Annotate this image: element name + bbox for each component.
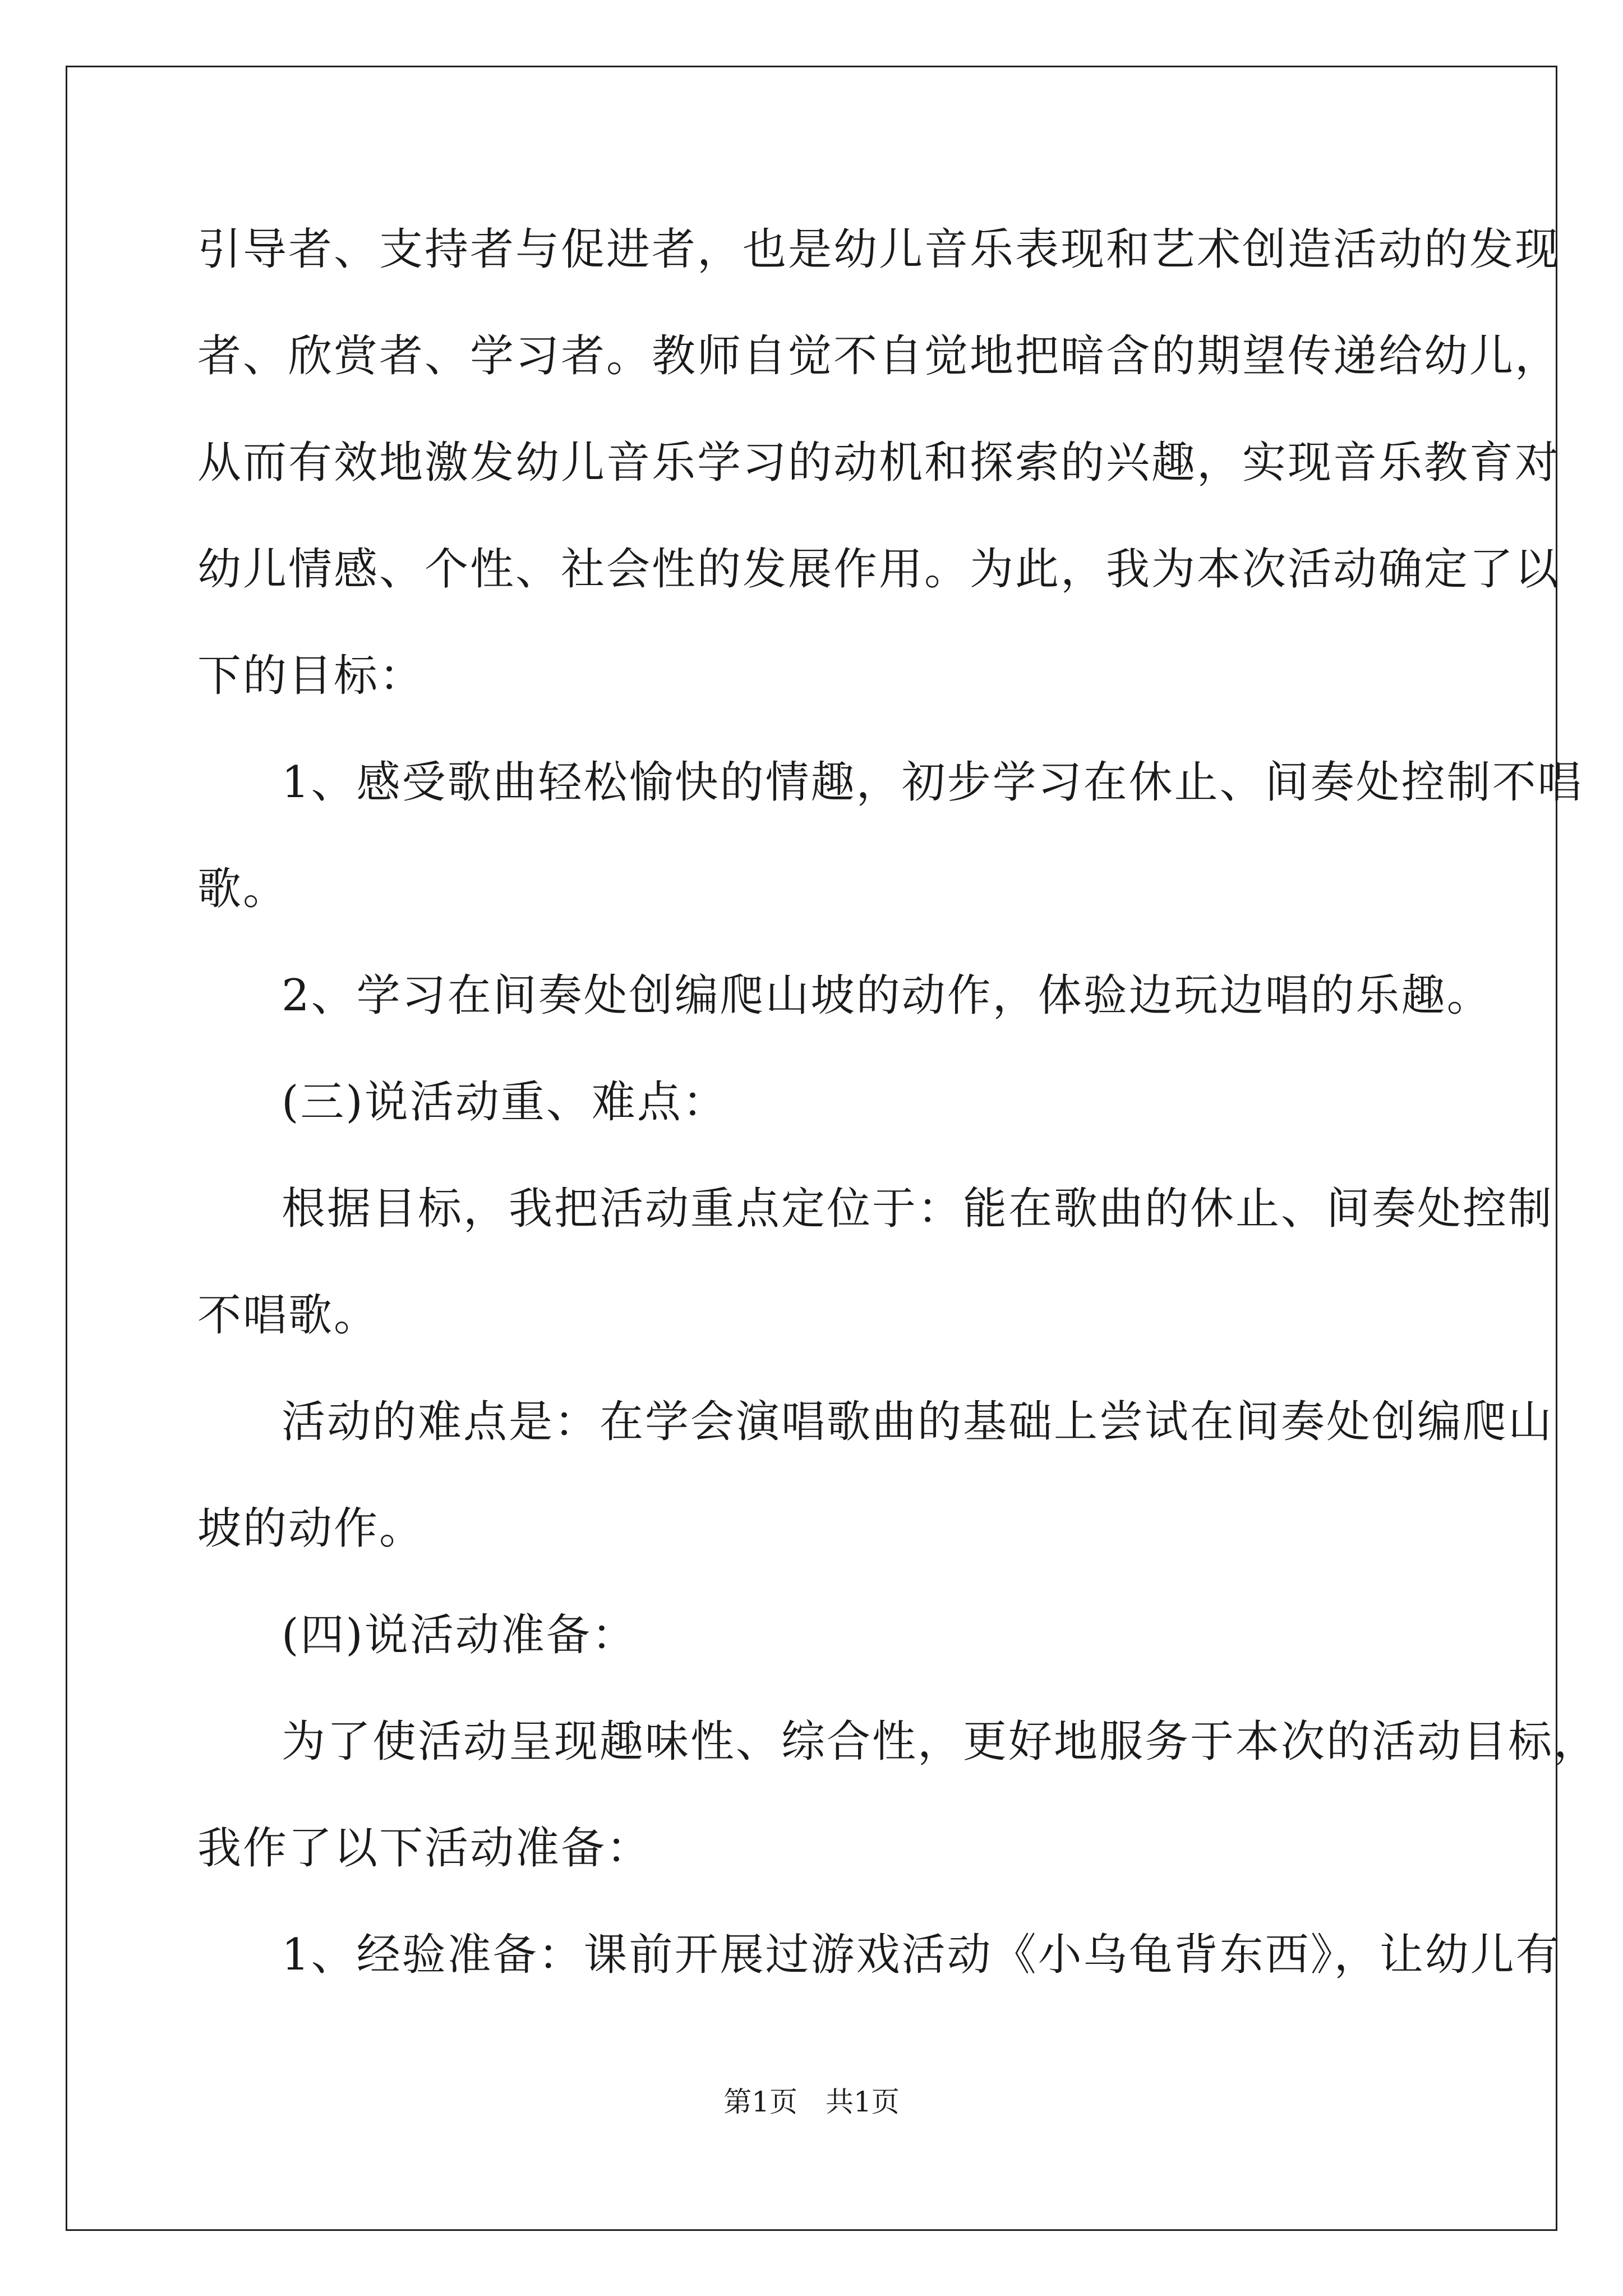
text-line: 下的目标： bbox=[197, 651, 425, 701]
page-total: 共1页 bbox=[826, 2086, 900, 2118]
page-footer bbox=[0, 2085, 1623, 2119]
goal-item-2: 2、学习在间奏处创编爬山坡的动作，体验边玩边唱的乐趣。 bbox=[282, 970, 1492, 1021]
goal-item-1: 1、感受歌曲轻松愉快的情趣，初步学习在休止、间奏处控制不唱 bbox=[282, 757, 1583, 808]
paragraph-start: 活动的难点是：在学会演唱歌曲的基础上尝试在间奏处创编爬山 bbox=[282, 1397, 1554, 1447]
text-line: 不唱歌。 bbox=[197, 1290, 380, 1341]
text-line: 从而有效地激发幼儿音乐学习的动机和探索的兴趣，实现音乐教育对 bbox=[197, 438, 1561, 488]
text-line: 引导者、支持者与促进者，也是幼儿音乐表现和艺术创造活动的发现 bbox=[197, 224, 1561, 275]
text-line: 坡的动作。 bbox=[197, 1503, 425, 1554]
paragraph-start: 为了使活动呈现趣味性、综合性，更好地服务于本次的活动目标， bbox=[282, 1717, 1599, 1767]
page-number: 第1页 bbox=[723, 2086, 797, 2118]
text-line: 幼儿情感、个性、社会性的发展作用。为此，我为本次活动确定了以 bbox=[197, 544, 1561, 595]
text-line: 者、欣赏者、学习者。教师自觉不自觉地把暗含的期望传递给幼儿， bbox=[197, 331, 1561, 381]
document-body bbox=[197, 208, 1599, 2019]
section-heading-key-points: (三)说活动重、难点： bbox=[282, 1077, 728, 1128]
text-line: 歌。 bbox=[197, 864, 289, 914]
text-line: 我作了以下活动准备： bbox=[197, 1823, 652, 1874]
preparation-item-1: 1、经验准备：课前开展过游戏活动《小乌龟背东西》，让幼儿有 bbox=[282, 1930, 1561, 1980]
paragraph-start: 根据目标，我把活动重点定位于：能在歌曲的休止、间奏处控制 bbox=[282, 1184, 1554, 1234]
section-heading-preparation: (四)说活动准备： bbox=[282, 1610, 637, 1660]
